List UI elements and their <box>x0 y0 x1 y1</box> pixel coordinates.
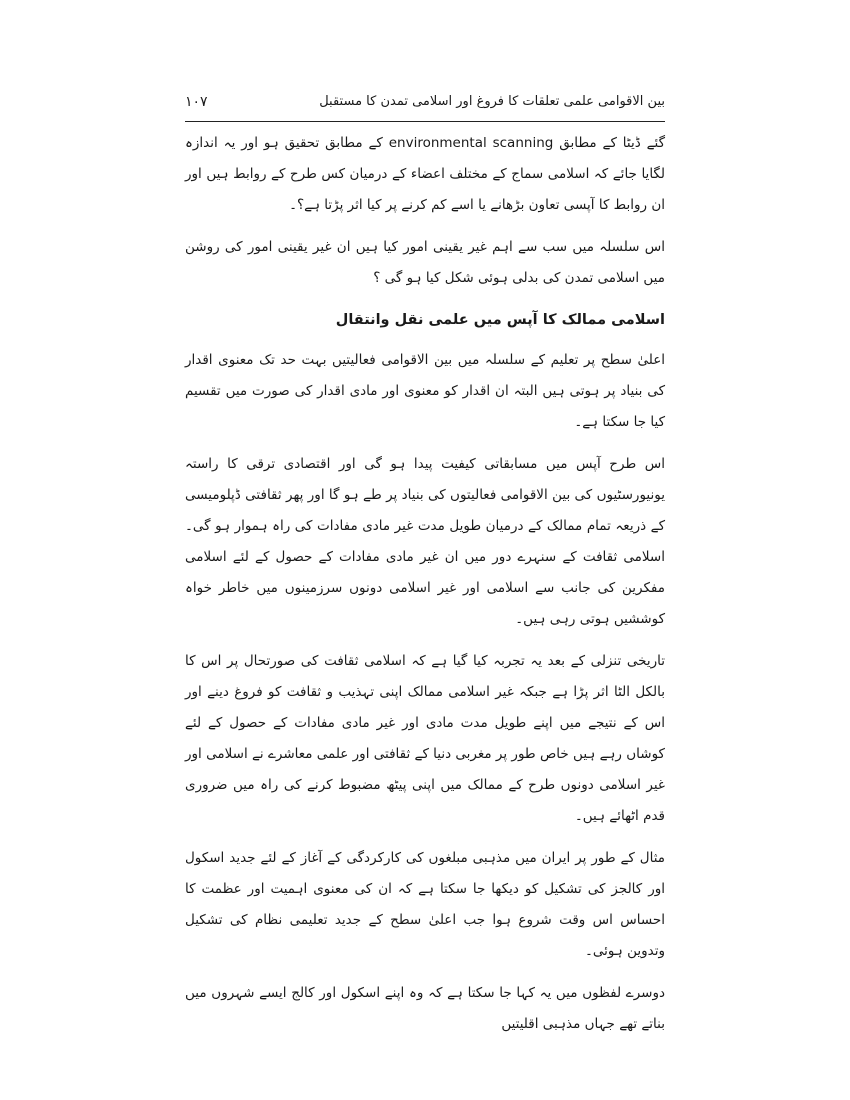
body-text <box>185 128 665 1051</box>
paragraph-4: اس طرح آپس میں مسابقاتی کیفیت پیدا ہو گی اور اقتصادی ترقی کا راستہ یونیورسٹیوں کی بین الاقوامی فعالیتوں کی بنیاد پر طے ہو گا اور پھر ثقافتی ڈپلومیسی کے ذریعہ تمام ممالک کے درمیان طویل مدت غیر مادی مفادات کی راہ ہموار ہو گی۔ اسلامی ثقافت کے سنہرے دور میں ان غیر مادی مفادات کے حصول کے لئے اسلامی مفکرین کی جانب سے اسلامی اور غیر اسلامی دونوں سرزمینوں میں خاطر خواہ کوششیں ہوتی رہی ہیں۔ <box>185 456 665 627</box>
page-header <box>185 92 665 120</box>
paragraph-2: اس سلسلہ میں سب سے اہم غیر یقینی امور کیا ہیں ان غیر یقینی امور کی روشن میں اسلامی تمدن کی بدلی ہوئی شکل کیا ہو گی ؟ <box>185 239 665 286</box>
page-number: ۱۰۷ <box>185 94 208 110</box>
paragraph-3: اعلیٰ سطح پر تعلیم کے سلسلہ میں بین الاقوامی فعالیتیں بہت حد تک معنوی اقدار کی بنیاد پر ہوتی ہیں البتہ ان اقدار کو معنوی اور مادی اقدار کی صورت میں تقسیم کیا جا سکتا ہے۔ <box>185 352 665 430</box>
paragraph-5: تاریخی تنزلی کے بعد یہ تجربہ کیا گیا ہے کہ اسلامی ثقافت کی صورتحال پر اس کا بالکل الٹا اثر پڑا ہے جبکہ غیر اسلامی ممالک اپنی تہذیب و ثقافت کو فروغ دینے اور اس کے نتیجے میں اپنے طویل مدت مادی اور غیر مادی مفادات کے حصول کے لئے کوشاں رہے ہیں خاص طور پر مغربی دنیا کے ثقافتی اور علمی معاشرے نے اسلامی اور غیر اسلامی دونوں طرح کے ممالک میں اپنی پیٹھ مضبوط کرنے کی راہ میں ضروری قدم اٹھائے ہیں۔ <box>185 653 665 824</box>
section-heading: اسلامی ممالک کا آپس میں علمی نقل وانتقال <box>335 312 665 328</box>
header-rule <box>185 121 665 122</box>
paragraph-1: گئے ڈیٹا کے مطابق environmental scanning کے مطابق تحقیق ہو اور یہ اندازہ لگایا جائے کہ اسلامی سماج کے مختلف اعضاء کے درمیان کس طرح کے روابط ہیں اور ان روابط کا آپسی تعاون بڑھانے یا اسے کم کرنے پر کیا اثر پڑتا ہے؟۔ <box>185 135 666 213</box>
paragraph-6: مثال کے طور پر ایران میں مذہبی مبلغوں کی کارکردگی کے آغاز کے لئے جدید اسکول اور کالجز کی تشکیل کو دیکھا جا سکتا ہے کہ ان کی معنوی اہمیت اور عظمت کا احساس اس وقت شروع ہوا جب اعلیٰ سطح کے جدید تعلیمی نظام کی تشکیل وتدوین ہوئی۔ <box>185 850 665 959</box>
running-title: بین الاقوامی علمی تعلقات کا فروغ اور اسلامی تمدن کا مستقبل <box>319 94 665 109</box>
paragraph-7: دوسرے لفظوں میں یہ کہا جا سکتا ہے کہ وہ اپنے اسکول اور کالج ایسے شہروں میں بناتے تھے جہاں مذہبی اقلیتیں <box>185 985 665 1032</box>
